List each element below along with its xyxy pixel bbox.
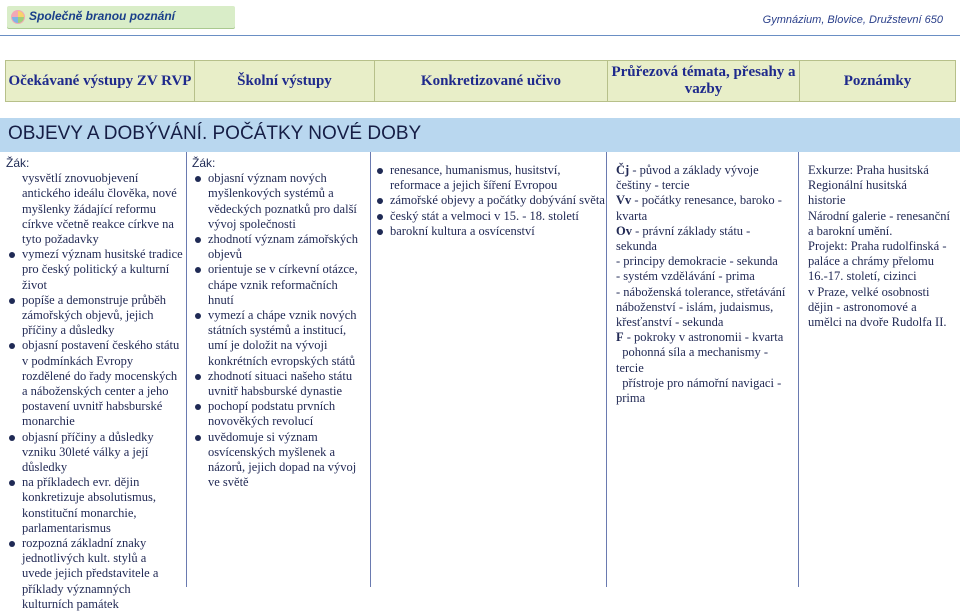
list-item-line: příčiny a důsledky [22, 323, 115, 338]
list-item-line: objevů [208, 247, 243, 262]
section-title-band [0, 118, 960, 152]
text-content: pohonná síla a mechanismy - [616, 345, 769, 360]
column-separator [606, 152, 607, 587]
text-content: - principy demokracie - sekunda [616, 254, 778, 269]
column-header-ucivo: Konkretizované učivo [374, 60, 608, 102]
text-content: sekunda [616, 239, 657, 254]
text-content: češtiny - tercie [616, 178, 690, 193]
list-item-line: vymezí význam husitské tradice [22, 247, 183, 262]
text-content: - původ a základy vývoje [629, 163, 759, 177]
text-line: Regionální husitská [808, 178, 907, 193]
list-item [192, 232, 370, 262]
list-item-line: vymezí a chápe vznik nových [208, 308, 357, 323]
text-content: - náboženská tolerance, střetávání [616, 284, 786, 299]
text-line: umělci na dvoře Rudolfa II. [808, 315, 947, 330]
column-separator [798, 152, 799, 587]
text-content: - počátky renesance, baroko - [631, 193, 782, 208]
text-line [616, 285, 798, 300]
list-item-line: uvnitř habsburské dynastie [208, 384, 343, 399]
list-item-line: zhodnotí situaci našeho státu [208, 368, 353, 383]
text-content: křesťanství - sekunda [616, 315, 724, 330]
list-item-line: kulturních památek [22, 596, 119, 611]
text-line [616, 239, 798, 254]
text-line [616, 361, 798, 376]
zak-label: Žák: [192, 156, 216, 170]
logo-text: Společně branou poznání [29, 9, 176, 23]
text-line: Národní galerie - renesanční [808, 208, 950, 223]
text-line: v Praze, velké osobnosti [808, 284, 930, 299]
list-item-line: vědeckých poznatků pro další [208, 201, 357, 216]
column-header-skolni: Školní výstupy [194, 60, 375, 102]
school-name: Gymnázium, Blovice, Družstevní 650 [762, 14, 943, 26]
list-item-line: antického ideálu člověka, nové [22, 186, 177, 201]
column-header-prurezova: Průřezová témata, přesahy a vazby [607, 60, 800, 102]
list-item [6, 247, 186, 293]
text-line: 16.-17. století, cizinci [808, 269, 917, 284]
text-content: přístroje pro námořní navigaci - [616, 375, 782, 390]
list-item [374, 163, 606, 193]
text-line [616, 330, 798, 345]
subject-abbrev: Čj [616, 163, 630, 177]
zak-label: Žák: [6, 156, 30, 170]
list-item-line: důsledky [22, 460, 68, 475]
list-item-line: objasní význam nových [208, 171, 327, 186]
page-header [0, 0, 960, 36]
list-item-line: renesance, humanismus, husitství, [390, 163, 561, 177]
list-item [192, 308, 370, 369]
text-content: - pokroky v astronomii - kvarta [623, 330, 784, 345]
subject-abbrev: F [616, 330, 624, 345]
list-item [192, 369, 370, 399]
list-item-line: orientuje se v církevní otázce, [208, 262, 358, 277]
text-line [616, 300, 798, 315]
text-line: Projekt: Praha rudolfinská - [808, 239, 947, 254]
list-item [6, 338, 186, 429]
list-item-line: myšlenky žádající reformu [22, 201, 156, 216]
list-item [192, 171, 370, 232]
text-line [616, 345, 798, 360]
header-divider [0, 35, 960, 36]
list-item [192, 262, 370, 308]
list-item [192, 430, 370, 491]
list-item-line: na příkladech evr. dějin [22, 475, 140, 490]
text-line: Exkurze: Praha husitská [808, 163, 929, 177]
list-item-line: vysvětlí znovuobjevení [22, 171, 139, 186]
text-line [616, 178, 798, 193]
list-item-line: církve včetně reakce církve na [22, 216, 174, 231]
list-item-line: uvědomuje si význam [208, 429, 318, 444]
text-content: - právní základy státu - [631, 223, 751, 238]
list-item-line: rozdělené do řady mocenských [22, 368, 178, 383]
section-title: OBJEVY A DOBÝVÁNÍ. POČÁTKY NOVÉ DOBY [8, 123, 422, 144]
prurezova-column [616, 163, 798, 406]
list-item-line: popíše a demonstruje průběh [22, 292, 167, 307]
list-item-line: osvícenských myšlenek a [208, 444, 336, 459]
column-separator [186, 152, 187, 587]
list-item-line: ve světě [208, 475, 249, 490]
list-item-line: objasní příčiny a důsledky [22, 429, 154, 444]
text-content: náboženství - islám, judaismus, [616, 299, 774, 314]
list-item-line: v podmínkách Evropy [22, 353, 134, 368]
list-item-line: myšlenkových systémů a [208, 186, 334, 201]
column-header-rvp: Očekávané výstupy ZV RVP [5, 60, 195, 102]
list-item-line: pro český politický a kulturní [22, 262, 170, 277]
text-line [616, 163, 798, 178]
list-item [374, 193, 606, 208]
list-item-line: názorů, jejich dopad na vývoj [208, 460, 357, 475]
list-item-line: konkretizuje absolutismus, [22, 490, 157, 505]
text-line [616, 269, 798, 284]
list-item [6, 293, 186, 339]
text-content: kvarta [616, 208, 648, 223]
list-item-line: monarchie [22, 414, 75, 429]
list-item [374, 224, 606, 239]
list-item-line: uvede jejich představitele a [22, 566, 159, 581]
list-item-line: rozpozná základní znaky [22, 536, 147, 551]
list-item-line: parlamentarismus [22, 520, 111, 535]
ucivo-column [374, 163, 606, 239]
poznamky-list [808, 163, 956, 330]
list-item-line: vzniku 30leté války a její [22, 444, 149, 459]
list-item-line: český stát a velmoci v 15. - 18. století [390, 208, 579, 223]
list-item-line: státních systémů a institucí, [208, 323, 347, 338]
column-separator [370, 152, 371, 587]
list-item-line: jednotlivých kult. stylů a [22, 551, 147, 566]
text-content: - systém vzdělávání - prima [616, 269, 755, 284]
text-line: paláce a chrámy přelomu [808, 254, 934, 269]
list-item-line: a náboženských center a jeho [22, 384, 169, 399]
text-line: historie [808, 193, 846, 208]
text-line [616, 376, 798, 391]
list-item-line: pochopí podstatu prvních [208, 399, 336, 414]
list-item-line: příklady významných [22, 581, 131, 596]
text-line: a barokní umění. [808, 223, 893, 238]
list-item-line: postavení uvnitř habsburské [22, 399, 163, 414]
prurezova-list [616, 163, 798, 406]
list-item-line: zámořských objevů, jejich [22, 308, 154, 323]
poznamky-column [808, 163, 956, 330]
list-item-line: zhodnotí význam zámořských [208, 232, 358, 247]
list-item-line: konstituční monarchie, [22, 505, 137, 520]
skolni-list [192, 171, 370, 490]
list-item [6, 171, 186, 247]
text-line: dějin - astronomové a [808, 299, 917, 314]
list-item-line: život [22, 277, 47, 292]
list-item-line: tyto požadavky [22, 232, 99, 247]
rvp-column [6, 156, 186, 612]
list-item-line: vývoj společnosti [208, 216, 296, 231]
list-item-line: hnutí [208, 292, 234, 307]
rvp-list [6, 171, 186, 612]
list-item [374, 209, 606, 224]
text-line [616, 315, 798, 330]
text-content: prima [616, 391, 646, 406]
text-line [616, 209, 798, 224]
list-item-line: reformace a jejich šíření Evropou [390, 178, 558, 193]
subject-abbrev: Ov [616, 223, 632, 238]
text-line [616, 254, 798, 269]
column-header-poznamky: Poznámky [799, 60, 956, 102]
ucivo-list [374, 163, 606, 239]
list-item-line: umí je doložit na vývoji [208, 338, 328, 353]
list-item-line: objasní postavení českého státu [22, 338, 180, 353]
list-item [192, 399, 370, 429]
list-item-line: zámořské objevy a počátky dobývání světa [390, 193, 605, 208]
list-item-line: konkrétních evropských států [208, 353, 356, 368]
swirl-icon [10, 9, 26, 25]
list-item [6, 475, 186, 536]
list-item [6, 430, 186, 476]
list-item-line: novověkých revolucí [208, 414, 314, 429]
text-content: tercie [616, 360, 644, 375]
text-line [616, 224, 798, 239]
skolni-column [192, 156, 370, 490]
list-item-line: chápe vznik reformačních [208, 277, 338, 292]
subject-abbrev: Vv [616, 193, 632, 208]
text-line [616, 193, 798, 208]
list-item [6, 536, 186, 612]
logo [7, 6, 235, 28]
text-line [616, 391, 798, 406]
list-item-line: barokní kultura a osvícenství [390, 223, 535, 238]
